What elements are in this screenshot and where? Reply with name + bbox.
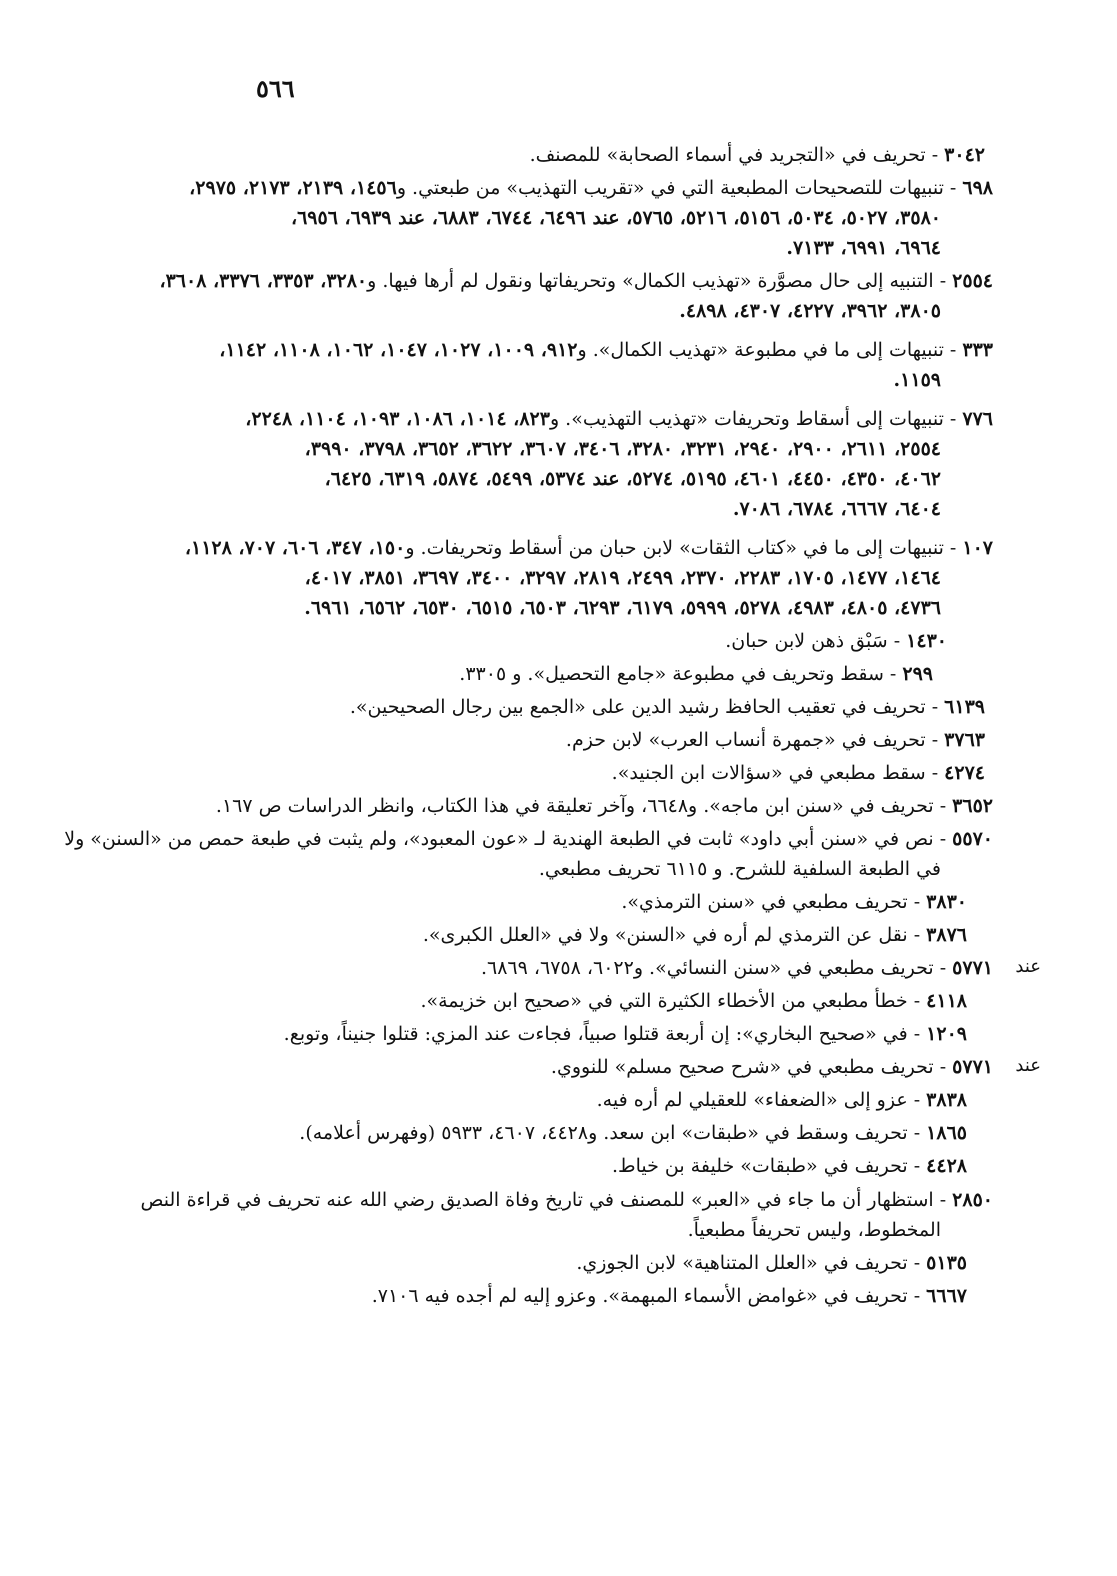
entry-text: تحريف في «التجريد في أسماء الصحابة» للمصنف.: [529, 144, 926, 166]
entry-text: خطأ مطبعي من الأخطاء الكثيرة التي في «صحيح ابن خزيمة».: [420, 990, 908, 1013]
entry-text: تحريف في «غوامض الأسماء المبهمة». وعزو إليه لم أجده فيه ٧١٠٦.: [371, 1284, 908, 1307]
index-entry: ٢٨٥٠ - استظهار أن ما جاء في «العبر» للمصنف في تاريخ وفاة الصديق رضي الله عنه تحريف في قراءة النص المخطوط، وليس تحريفاً مطبعياً.: [48, 1185, 993, 1245]
entry-text: سَبْق ذهن لابن حبان.: [725, 630, 888, 653]
entry-number: ٤١١٨: [926, 990, 967, 1013]
entry-refs: ٨٢٣، ١٠١٤، ١٠٨٦، ١٠٩٣، ١١٠٤، ٢٢٤٨،: [245, 408, 550, 431]
entry-number: ٢٨٥٠: [952, 1188, 993, 1211]
entry-refs: ٣٥٨٠، ٥٠٢٧، ٥٠٣٤، ٥١٥٦، ٥٢١٦، ٥٧٦٥، عند ٦٤٩٦، ٦٧٤٤، ٦٨٨٣، عند ٦٩٣٩، ٦٩٥٦،: [290, 207, 941, 230]
entry-number: ٣٧٦٣: [944, 729, 985, 752]
entry-text: التنبيه إلى حال مصوَّرة «تهذيب الكمال» وتحريفاتها ونقول لم أرها فيها. و: [367, 270, 934, 293]
entry-text: في «صحيح البخاري»: إن أربعة قتلوا صبياً، فجاءت عند المزي: قتلوا جنيناً، وتوبع.: [283, 1023, 908, 1046]
index-entry: ٦١٣٩ - تحريف في تعقيب الحافظ رشيد الدين على «الجمع بين رجال الصحيحين».: [349, 696, 985, 719]
entry-text: نص في «سنن أبي داود» ثابت في الطبعة الهندية لـ «عون المعبود»، ولم يثبت في طبعة حمص من «السنن» ولا: [64, 828, 934, 851]
entry-refs: ٤٠٦٢، ٤٣٥٠، ٤٤٥٠، ٤٦٠١، ٥١٩٥، ٥٢٧٤، عند ٥٣٧٤، ٥٤٩٩، ٥٨٧٤، ٦٣١٩، ٦٤٢٥،: [324, 468, 941, 491]
entry-continuation: في الطبعة السلفية للشرح. و ٦١١٥ تحريف مطبعي.: [538, 858, 941, 881]
entry-number: ١٤٣٠: [906, 630, 947, 653]
entry-refs: ١٤٥٦، ٢١٣٩، ٢١٧٣، ٢٩٧٥،: [189, 177, 397, 200]
index-entry: ٦٩٨ - تنبيهات للتصحيحات المطبعية التي في «تقريب التهذيب» من طبعتي. و١٤٥٦، ٢١٣٩، ٢١٧٣، ٢٩٧٥، ٣٥٨٠، ٥٠٢٧، ٥٠٣٤، ٥١٥٦، ٥٢١٦، ٥٧٦٥، عند ٦٤٩٦، ٦٧٤٤، ٦٨٨٣، عند ٦٩٣٩، ٦٩٥٦، ٦٩٦٤، ٦٩٩١، ٧١٣٣.: [48, 173, 993, 263]
entry-text: تحريف في «جمهرة أنساب العرب» لابن حزم.: [565, 729, 926, 752]
entry-text: تنبيهات إلى ما في مطبوعة «تهذيب الكمال». و: [577, 339, 944, 362]
entry-number: ٦٦٦٧: [926, 1284, 967, 1307]
entry-text: استظهار أن ما جاء في «العبر» للمصنف في تاريخ وفاة الصديق رضي الله عنه تحريف في قراءة النص: [140, 1188, 934, 1211]
entry-number: ٣٣٣: [962, 339, 993, 362]
entry-number: ٢٥٥٤: [952, 270, 993, 293]
index-entry: ٣٠٤٢ - تحريف في «التجريد في أسماء الصحابة» للمصنف.: [529, 144, 985, 166]
index-entry: ١٨٦٥ - تحريف وسقط في «طبقات» ابن سعد. و٤٤٢٨، ٤٦٠٧، ٥٩٣٣ (وفهرس أعلامه).: [299, 1122, 967, 1145]
entry-number: ٢٩٩: [902, 663, 933, 686]
entry-prefix: عند: [1015, 1055, 1041, 1077]
entry-text: تنبيهات إلى أسقاط وتحريفات «تهذيب التهذيب». و: [549, 408, 944, 431]
entry-number: ٣٠٤٢: [944, 144, 985, 166]
entry-text: سقط وتحريف في مطبوعة «جامع التحصيل». و ٣٣٠٥.: [459, 663, 884, 686]
errata-index-list: [48, 140, 1041, 1314]
index-entry: ٣٦٥٢ - تحريف في «سنن ابن ماجه». و٦٦٤٨، وآخر تعليقة في هذا الكتاب، وانظر الدراسات ص ١٦٧.: [215, 795, 993, 818]
entry-refs: ٣٢٨٠، ٣٣٥٣، ٣٣٧٦، ٣٦٠٨،: [159, 270, 368, 293]
index-entry: ٣٨٣٠ - تحريف مطبعي في «سنن الترمذي».: [621, 891, 967, 914]
entry-refs: ١٤٦٤، ١٤٧٧، ١٧٠٥، ٢٢٨٣، ٢٣٧٠، ٢٤٩٩، ٢٨١٩، ٣٢٩٧، ٣٤٠٠، ٣٦٩٧، ٣٨٥١، ٤٠١٧،: [304, 567, 941, 590]
entry-number: ٦٩٨: [962, 177, 993, 200]
index-entry: عند ٥٧٧١ - تحريف مطبعي في «سنن النسائي». و٦٠٢٢، ٦٧٥٨، ٦٨٦٩.: [48, 953, 993, 983]
entry-refs: ٩١٢، ١٠٠٩، ١٠٢٧، ١٠٤٧، ١٠٦٢، ١١٠٨، ١١٤٢،: [219, 339, 578, 362]
entry-text: تحريف في «العلل المتناهية» لابن الجوزي.: [576, 1251, 908, 1274]
entry-text: تحريف مطبعي في «شرح صحيح مسلم» للنووي.: [550, 1056, 934, 1079]
index-entry: ٣٨٣٨ - عزو إلى «الضعفاء» للعقيلي لم أره فيه.: [596, 1089, 967, 1112]
entry-text: عزو إلى «الضعفاء» للعقيلي لم أره فيه.: [596, 1089, 908, 1112]
entry-number: ١٢٠٩: [926, 1023, 967, 1046]
entry-continuation: المخطوط، وليس تحريفاً مطبعياً.: [687, 1218, 941, 1241]
entry-text: تحريف في «طبقات» خليفة بن خياط.: [611, 1155, 908, 1178]
index-entry: ١٢٠٩ - في «صحيح البخاري»: إن أربعة قتلوا صبياً، فجاءت عند المزي: قتلوا جنيناً، وتوبع.: [283, 1023, 967, 1046]
entry-prefix: عند: [1015, 956, 1041, 978]
index-entry: ١٠٧ - تنبيهات إلى ما في «كتاب الثقات» لابن حبان من أسقاط وتحريفات. و١٥٠، ٣٤٧، ٦٠٦، ٧٠٧، ١١٢٨، ١٤٦٤، ١٤٧٧، ١٧٠٥، ٢٢٨٣، ٢٣٧٠، ٢٤٩٩، ٢٨١٩، ٣٢٩٧، ٣٤٠٠، ٣٦٩٧، ٣٨٥١، ٤٠١٧، ٤٧٣٦، ٤٨٠٥، ٤٩٨٣، ٥٢٧٨، ٥٩٩٩، ٦١٧٩، ٦٢٩٣، ٦٥٠٣، ٦٥١٥، ٦٥٣٠، ٦٥٦٢، ٦٩٦١.: [48, 533, 993, 623]
entry-number: ٤٤٢٨: [926, 1155, 967, 1178]
index-entry: عند ٥٧٧١ - تحريف مطبعي في «شرح صحيح مسلم» للنووي.: [48, 1052, 993, 1082]
entry-refs: ١١٥٩.: [893, 369, 941, 392]
entry-refs: ٣٨٠٥، ٣٩٦٢، ٤٢٢٧، ٤٣٠٧، ٤٨٩٨.: [679, 300, 941, 323]
entry-number: ٥٥٧٠: [952, 828, 993, 851]
entry-number: ٥٧٧١: [952, 957, 993, 980]
index-entry: ٧٧٦ - تنبيهات إلى أسقاط وتحريفات «تهذيب التهذيب». و٨٢٣، ١٠١٤، ١٠٨٦، ١٠٩٣، ١١٠٤، ٢٢٤٨، ٢٥٥٤، ٢٦١١، ٢٩٠٠، ٢٩٤٠، ٣٢٣١، ٣٢٨٠، ٣٤٠٦، ٣٦٠٧، ٣٦٢٢، ٣٦٥٢، ٣٧٩٨، ٣٩٩٠، ٤٠٦٢، ٤٣٥٠، ٤٤٥٠، ٤٦٠١، ٥١٩٥، ٥٢٧٤، عند ٥٣٧٤، ٥٤٩٩، ٥٨٧٤، ٦٣١٩، ٦٤٢٥، ٦٤٠٤، ٦٦٦٧، ٦٧٨٤، ٧٠٨٦.: [48, 404, 993, 524]
entry-refs: ٦٤٠٤، ٦٦٦٧، ٦٧٨٤، ٧٠٨٦.: [732, 498, 941, 521]
index-entry: ٣٧٦٣ - تحريف في «جمهرة أنساب العرب» لابن حزم.: [565, 729, 985, 752]
page-number: ٥٦٦: [256, 74, 295, 103]
entry-text: تحريف مطبعي في «سنن النسائي». و٦٠٢٢، ٦٧٥٨، ٦٨٦٩.: [480, 957, 934, 980]
index-entry: ٣٨٧٦ - نقل عن الترمذي لم أره في «السنن» ولا في «العلل الكبرى».: [422, 924, 967, 947]
entry-number: ٣٨٣٨: [926, 1089, 967, 1112]
index-entry: ٥١٣٥ - تحريف في «العلل المتناهية» لابن الجوزي.: [576, 1251, 967, 1274]
entry-number: ٦١٣٩: [944, 696, 985, 719]
index-entry: ٥٥٧٠ - نص في «سنن أبي داود» ثابت في الطبعة الهندية لـ «عون المعبود»، ولم يثبت في طبعة حمص من «السنن» ولا في الطبعة السلفية للشرح. و ٦١١٥ تحريف مطبعي.: [48, 824, 993, 884]
entry-number: ٣٦٥٢: [952, 795, 993, 818]
entry-refs: ٤٧٣٦، ٤٨٠٥، ٤٩٨٣، ٥٢٧٨، ٥٩٩٩، ٦١٧٩، ٦٢٩٣، ٦٥٠٣، ٦٥١٥، ٦٥٣٠، ٦٥٦٢، ٦٩٦١.: [304, 597, 941, 620]
entry-refs: ٢٥٥٤، ٢٦١١، ٢٩٠٠، ٢٩٤٠، ٣٢٣١، ٣٢٨٠، ٣٤٠٦، ٣٦٠٧، ٣٦٢٢، ٣٦٥٢، ٣٧٩٨، ٣٩٩٠،: [304, 438, 941, 461]
entry-text: تحريف في «سنن ابن ماجه». و٦٦٤٨، وآخر تعليقة في هذا الكتاب، وانظر الدراسات ص ١٦٧.: [215, 795, 934, 818]
entry-text: تحريف وسقط في «طبقات» ابن سعد. و٤٤٢٨، ٤٦٠٧، ٥٩٣٣ (وفهرس أعلامه).: [299, 1122, 908, 1145]
entry-number: ٧٧٦: [962, 408, 993, 431]
entry-number: ٣٨٧٦: [926, 924, 967, 947]
index-entry: ١٤٣٠ - سَبْق ذهن لابن حبان.: [725, 630, 947, 653]
index-entry: ٢٩٩ - سقط وتحريف في مطبوعة «جامع التحصيل». و ٣٣٠٥.: [459, 663, 933, 686]
entry-text: سقط مطبعي في «سؤالات ابن الجنيد».: [611, 762, 926, 785]
entry-text: تحريف مطبعي في «سنن الترمذي».: [621, 891, 908, 914]
entry-number: ١٨٦٥: [926, 1122, 967, 1145]
entry-text: تنبيهات للتصحيحات المطبعية التي في «تقريب التهذيب» من طبعتي. و: [396, 177, 944, 200]
entry-text: نقل عن الترمذي لم أره في «السنن» ولا في «العلل الكبرى».: [422, 924, 908, 947]
entry-refs: ٦٩٦٤، ٦٩٩١، ٧١٣٣.: [786, 237, 941, 260]
index-entry: ٤١١٨ - خطأ مطبعي من الأخطاء الكثيرة التي في «صحيح ابن خزيمة».: [420, 990, 967, 1013]
entry-text: تحريف في تعقيب الحافظ رشيد الدين على «الجمع بين رجال الصحيحين».: [349, 696, 926, 719]
entry-number: ٥٧٧١: [952, 1056, 993, 1079]
index-entry: ٤٤٢٨ - تحريف في «طبقات» خليفة بن خياط.: [611, 1155, 967, 1178]
index-entry: ٦٦٦٧ - تحريف في «غوامض الأسماء المبهمة». وعزو إليه لم أجده فيه ٧١٠٦.: [371, 1284, 967, 1307]
index-entry: ٢٥٥٤ - التنبيه إلى حال مصوَّرة «تهذيب الكمال» وتحريفاتها ونقول لم أرها فيها. و٣٢٨٠، ٣٣٥٣، ٣٣٧٦، ٣٦٠٨، ٣٨٠٥، ٣٩٦٢، ٤٢٢٧، ٤٣٠٧، ٤٨٩٨.: [48, 266, 993, 326]
entry-number: ١٠٧: [962, 537, 993, 560]
entry-text: تنبيهات إلى ما في «كتاب الثقات» لابن حبان من أسقاط وتحريفات. و: [405, 537, 944, 560]
entry-number: ٥١٣٥: [926, 1251, 967, 1274]
entry-refs: ١٥٠، ٣٤٧، ٦٠٦، ٧٠٧، ١١٢٨،: [184, 537, 406, 560]
entry-number: ٤٢٧٤: [944, 762, 985, 785]
index-entry: ٣٣٣ - تنبيهات إلى ما في مطبوعة «تهذيب الكمال». و٩١٢، ١٠٠٩، ١٠٢٧، ١٠٤٧، ١٠٦٢، ١١٠٨، ١١٤٢، ١١٥٩.: [48, 335, 993, 395]
index-entry: ٤٢٧٤ - سقط مطبعي في «سؤالات ابن الجنيد».: [611, 762, 985, 785]
entry-number: ٣٨٣٠: [926, 891, 967, 914]
